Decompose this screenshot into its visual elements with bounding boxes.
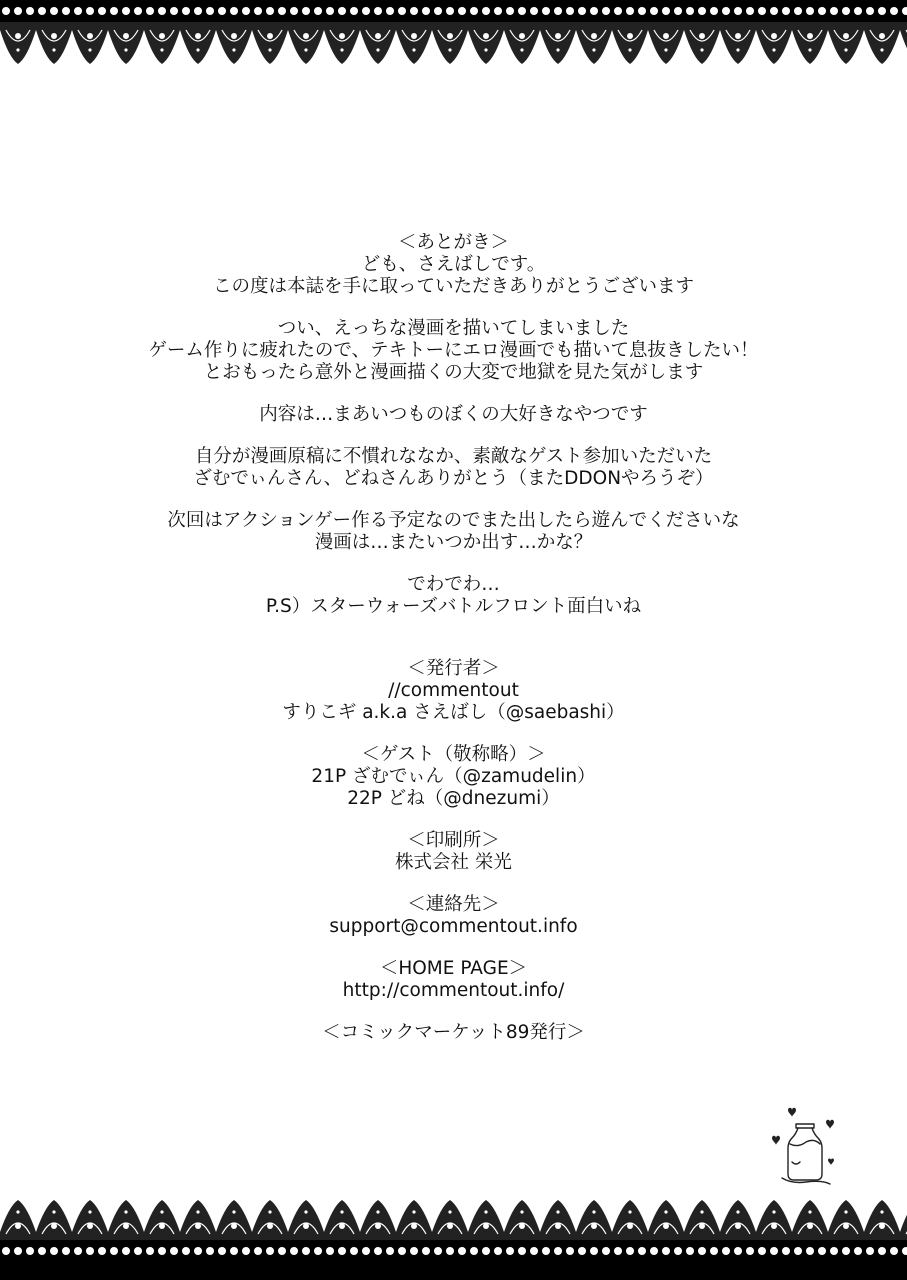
paragraph-line: ゲーム作りに疲れたので、テキトーにエロ漫画でも描いて息抜きしたい！	[148, 340, 759, 361]
afterword-heading: ＜あとがき＞	[397, 232, 509, 253]
paragraph-line: つい、えっちな漫画を描いてしまいました	[277, 318, 630, 339]
homepage-url: http://commentout.info/	[342, 980, 565, 1001]
paragraph-line: 内容は…まあいつものぼくの大好きなやつです	[259, 404, 648, 425]
milk-bottle-illustration	[770, 1104, 840, 1188]
paragraph-line: ざむでぃんさん、どねさんありがとう（またDDONやろうぞ）	[193, 468, 714, 489]
guest-entry: 22P どね（@dnezumi）	[347, 788, 560, 809]
paragraph-line: とおもったら意外と漫画描くの大変で地獄を見た気がします	[203, 362, 704, 383]
closing-line: でわでわ…	[407, 574, 500, 595]
greeting-line: ども、さえばしです。	[361, 254, 546, 275]
contact-heading: ＜連絡先＞	[407, 894, 500, 915]
printer-name: 株式会社 栄光	[395, 852, 512, 873]
guest-heading: ＜ゲスト（敬称略）＞	[361, 744, 546, 765]
publisher-heading: ＜発行者＞	[407, 658, 500, 679]
thanks-line: この度は本誌を手に取っていただきありがとうございます	[212, 276, 694, 297]
contact-email: support@commentout.info	[329, 916, 578, 937]
paragraph-line: 自分が漫画原稿に不慣れななか、素敵なゲスト参加いただいた	[194, 446, 713, 467]
paragraph-line: 漫画は…またいつか出す…かな？	[314, 532, 593, 553]
guest-entry: 21P ざむでぃん（@zamudelin）	[311, 766, 596, 787]
author-name: すりこギ a.k.a さえばし（@saebashi）	[282, 702, 625, 723]
paragraph-line: 次回はアクションゲー作る予定なのでまた出したら遊んでくださいな	[167, 510, 740, 531]
circle-name: //commentout	[388, 680, 519, 701]
lace-border-top	[0, 0, 907, 66]
printer-heading: ＜印刷所＞	[407, 830, 500, 851]
lace-border-bottom	[0, 1196, 907, 1280]
afterword-text	[0, 232, 907, 1044]
homepage-heading: ＜HOME PAGE＞	[379, 958, 528, 979]
ps-line: P.S）スターウォーズバトルフロント面白いね	[265, 596, 642, 617]
event-line: ＜コミックマーケット89発行＞	[322, 1022, 585, 1043]
